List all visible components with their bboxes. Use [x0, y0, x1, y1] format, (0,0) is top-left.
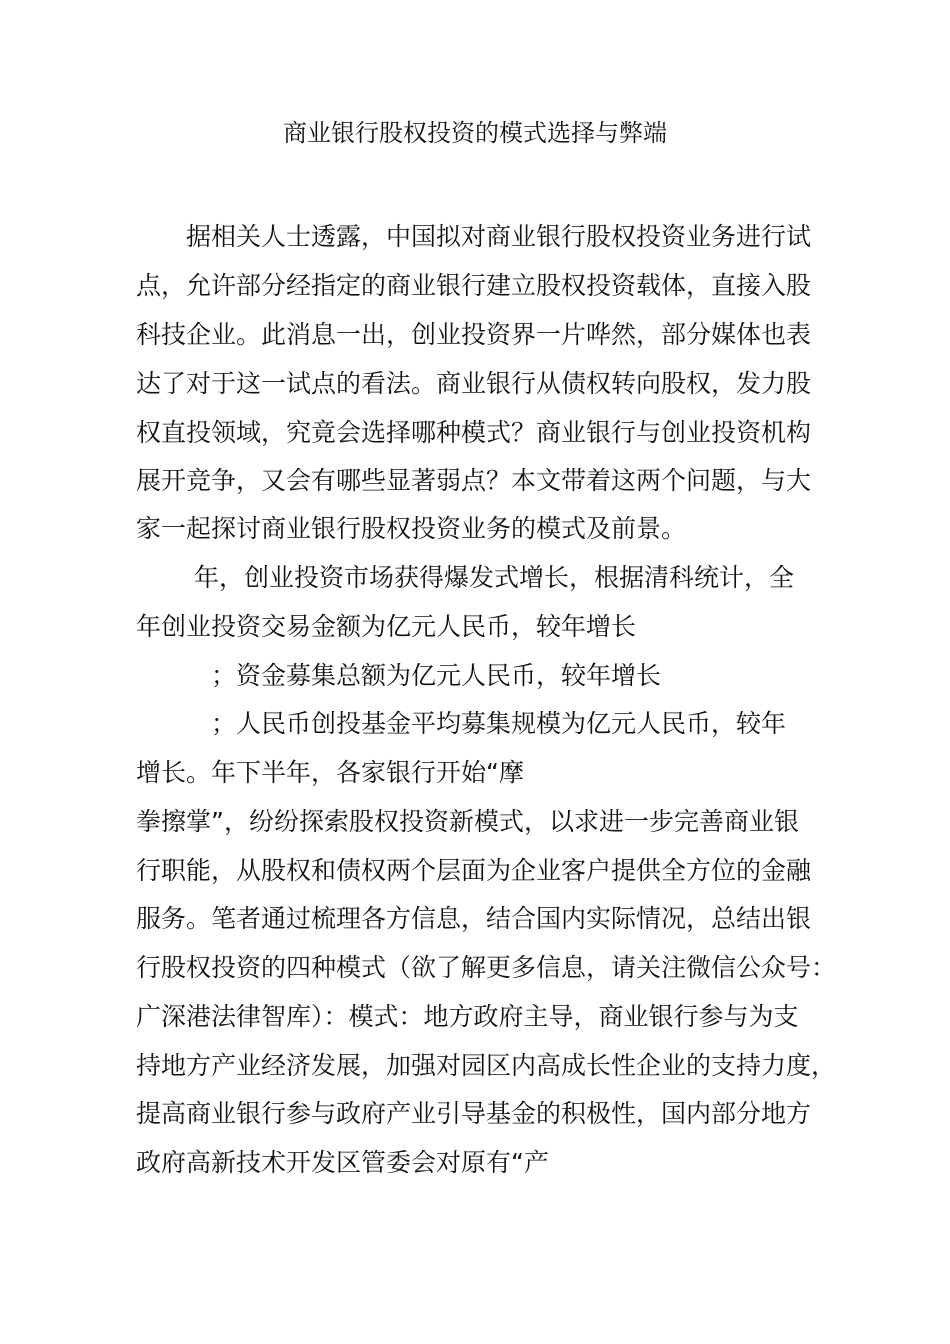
body-text-line: 家一起探讨商业银行股权投资业务的模式及前景。 [136, 514, 687, 543]
body-text-line: 广深港法律智库）：模式：地方政府主导，商业银行参与为支 [136, 1002, 799, 1031]
body-text-line: 行职能，从股权和债权两个层面为企业客户提供全方位的金融 [136, 856, 812, 885]
body-text-line: 增长。年下半年，各家银行开始“摩 [136, 758, 524, 787]
body-text-line: 服务。笔者通过梳理各方信息，结合国内实际情况，总结出银 [136, 904, 812, 933]
body-text-line: 年，创业投资市场获得爆发式增长，根据清科统计，全 [136, 563, 794, 592]
body-text-line: 达了对于这一试点的看法。商业银行从债权转向股权，发力股 [136, 369, 812, 398]
body-text-line: 点，允许部分经指定的商业银行建立股权投资载体，直接入股 [136, 271, 812, 300]
body-text-line: 科技企业。此消息一出，创业投资界一片哗然，部分媒体也表 [136, 320, 812, 349]
body-text-line: ；资金募集总额为亿元人民币，较年增长 [136, 661, 662, 690]
body-text-line: 拳擦掌”，纷纷探索股权投资新模式，以求进一步完善商业银 [136, 807, 799, 836]
body-text-line: 行股权投资的四种模式（欲了解更多信息，请关注微信公众号： [136, 953, 837, 982]
body-text-line: 年创业投资交易金额为亿元人民币，较年增长 [136, 612, 637, 641]
body-text-line: 展开竞争，又会有哪些显著弱点？本文带着这两个问题，与大 [136, 466, 812, 495]
body-text-line: 提高商业银行参与政府产业引导基金的积极性，国内部分地方 [136, 1099, 812, 1128]
body-text-line: ；人民币创投基金平均募集规模为亿元人民币，较年 [136, 709, 787, 738]
body-text-line: 持地方产业经济发展，加强对园区内高成长性企业的支持力度， [136, 1051, 837, 1080]
body-text-line: 权直投领域，究竟会选择哪种模式？商业银行与创业投资机构 [136, 418, 812, 447]
body-text-line: 政府高新技术开发区管委会对原有“产 [136, 1148, 549, 1177]
body-text-line: 据相关人士透露，中国拟对商业银行股权投资业务进行试 [136, 222, 812, 251]
document-title: 商业银行股权投资的模式选择与弊端 [283, 119, 667, 147]
